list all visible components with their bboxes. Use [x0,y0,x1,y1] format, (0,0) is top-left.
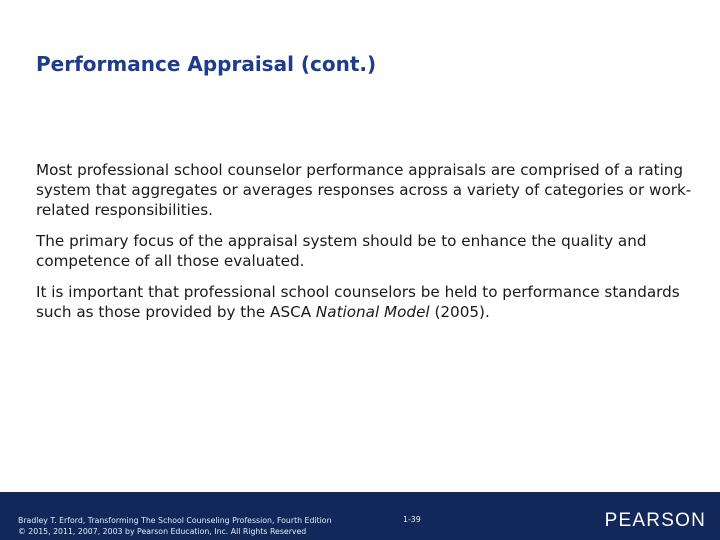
paragraph-3 [36,282,696,322]
paragraph-3-italic-title: National Model [315,303,430,321]
paragraph-3-text: It is important that professional school counselors be held to performance standards such as those provided by the ASCA [36,283,680,321]
footer-citation [18,515,332,537]
paragraph-3-year: (2005). [429,303,490,321]
page-number: 1-39 [403,515,421,524]
citation-line-2: © 2015, 2011, 2007, 2003 by Pearson Education, Inc. All Rights Reserved [18,527,307,536]
slide-body [36,160,696,333]
paragraph-2: The primary focus of the appraisal system should be to enhance the quality and competence of all those evaluated. [36,232,647,270]
slide-title: Performance Appraisal (cont.) [36,52,377,76]
footer-bar [0,492,720,540]
pearson-logo: PEARSON [604,510,706,531]
paragraph-1: Most professional school counselor performance appraisals are comprised of a rating system that aggregates or averages responses across a variety of categories or work-related responsibilities. [36,161,692,219]
citation-line-1: Bradley T. Erford, Transforming The School Counseling Profession, Fourth Edition [18,516,332,525]
